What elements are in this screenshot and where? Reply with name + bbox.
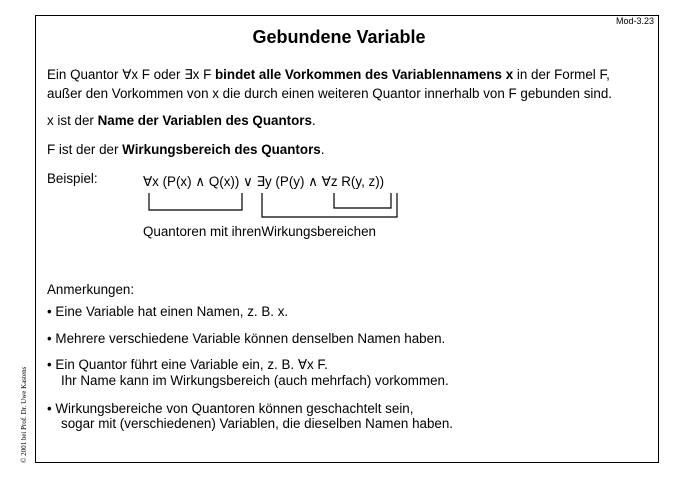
example-label: Beispiel: — [47, 171, 98, 186]
remark-item-1: • Eine Variable hat einen Namen, z. B. x. — [47, 304, 289, 319]
remark-item-2: • Mehrere verschiedene Variable können denselben Namen haben. — [47, 331, 446, 346]
scope-bracket-forall-x — [149, 193, 242, 210]
example-formula: ∀x (P(x) ∧ Q(x)) ∨ ∃y (P(y) ∧ ∀z R(y, z)) — [143, 174, 385, 189]
variable-name-line: x ist der Name der Variablen des Quantors. — [47, 113, 316, 128]
scope-bracket-exists-y — [262, 193, 397, 217]
definition-line-1: Ein Quantor ∀x F oder ∃x F bindet alle Vorkommen des Variablennamens x in der Formel F, — [47, 67, 610, 82]
page-title: Gebundene Variable — [252, 27, 426, 47]
remark-item-4: • Wirkungsbereiche von Quantoren können geschachtelt sein, sogar mit (verschiedenen) Variablen, die dieselben Namen haben. — [47, 401, 454, 431]
slide-code: Mod-3.23 — [615, 16, 654, 26]
scope-line: F ist der der Wirkungsbereich des Quantors. — [47, 142, 325, 157]
scope-bracket-forall-z — [334, 193, 391, 208]
copyright-note: © 2001 bei Prof. Dr. Uwe Kastens — [20, 366, 28, 463]
remarks-heading: Anmerkungen: — [47, 282, 135, 297]
remark-item-3: • Ein Quantor führt eine Variable ein, z. B. ∀x F. Ihr Name kann im Wirkungsbereich (auch mehrfach) vorkommen. — [47, 357, 449, 388]
example-caption: Quantoren mit ihrenWirkungsbereichen — [143, 224, 376, 239]
definition-line-2: außer den Vorkommen von x die durch einen weiteren Quantor innerhalb von F gebunden sind. — [47, 86, 612, 101]
